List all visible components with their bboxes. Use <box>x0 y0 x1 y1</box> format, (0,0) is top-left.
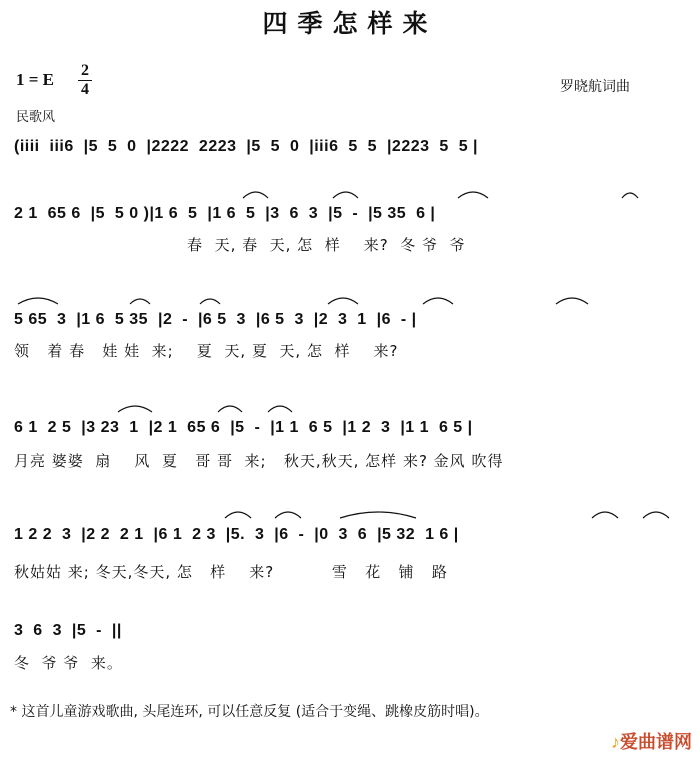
notes-row-4: 6 1 2 5 |3 23 1 |2 1 65 6 |5 - |1 1 6 5 |1 2 3 |1 1 6 5 | <box>14 419 473 436</box>
time-sig-top: 2 <box>81 62 89 79</box>
key-signature: 1 = E <box>16 70 55 89</box>
lyrics-text-3: 领 着 春 娃 娃 来; 夏 天, 夏 天, 怎 样 来? <box>14 342 399 360</box>
music-note-icon: ♪ <box>611 732 620 752</box>
notes-row-3: 5 65 3 |1 6 5 35 |2 - |6 5 3 |6 5 3 |2 3 1 |6 - | <box>14 311 417 328</box>
song-title: 四季怎样来 <box>262 9 438 38</box>
time-sig-bottom: 4 <box>81 81 89 98</box>
watermark-logo <box>611 728 692 754</box>
lyrics-text-5: 秋姑姑 来; 冬天,冬天, 怎 样 来? 雪 花 铺 路 <box>14 563 448 581</box>
style-label: 民歌风 <box>16 110 56 125</box>
watermark-text: 爱曲谱网 <box>620 732 692 752</box>
lyrics-text-6: 冬 爷 爷 来。 <box>14 654 123 672</box>
notes-row-5: 1 2 2 3 |2 2 2 1 |6 1 2 3 |5. 3 |6 - |0 3 6 |5 32 1 6 | <box>14 526 459 543</box>
notes-row-6: 3 6 3 |5 - || <box>14 622 122 639</box>
notes-row-2: 2 1 65 6 |5 5 0 )|1 6 5 |1 6 5 |3 6 3 |5 - |5 35 6 | <box>14 205 436 222</box>
lyrics-text-2: 春 天, 春 天, 怎 样 来? 冬 爷 爷 <box>14 236 466 254</box>
lyrics-text-4: 月亮 婆婆 扇 风 夏 哥 哥 来; 秋天,秋天, 怎样 来? 金风 吹得 <box>14 452 504 470</box>
footnote: * 这首儿童游戏歌曲, 头尾连环, 可以任意反复 (适合于变绳、跳橡皮筋时唱)。 <box>10 704 489 720</box>
notes-row-1: (iiii iii6 |5 5 0 |2222 2223 |5 5 0 |iii6 5 5 |2223 5 5 | <box>14 138 479 155</box>
author-credit: 罗晓航词曲 <box>560 79 630 95</box>
